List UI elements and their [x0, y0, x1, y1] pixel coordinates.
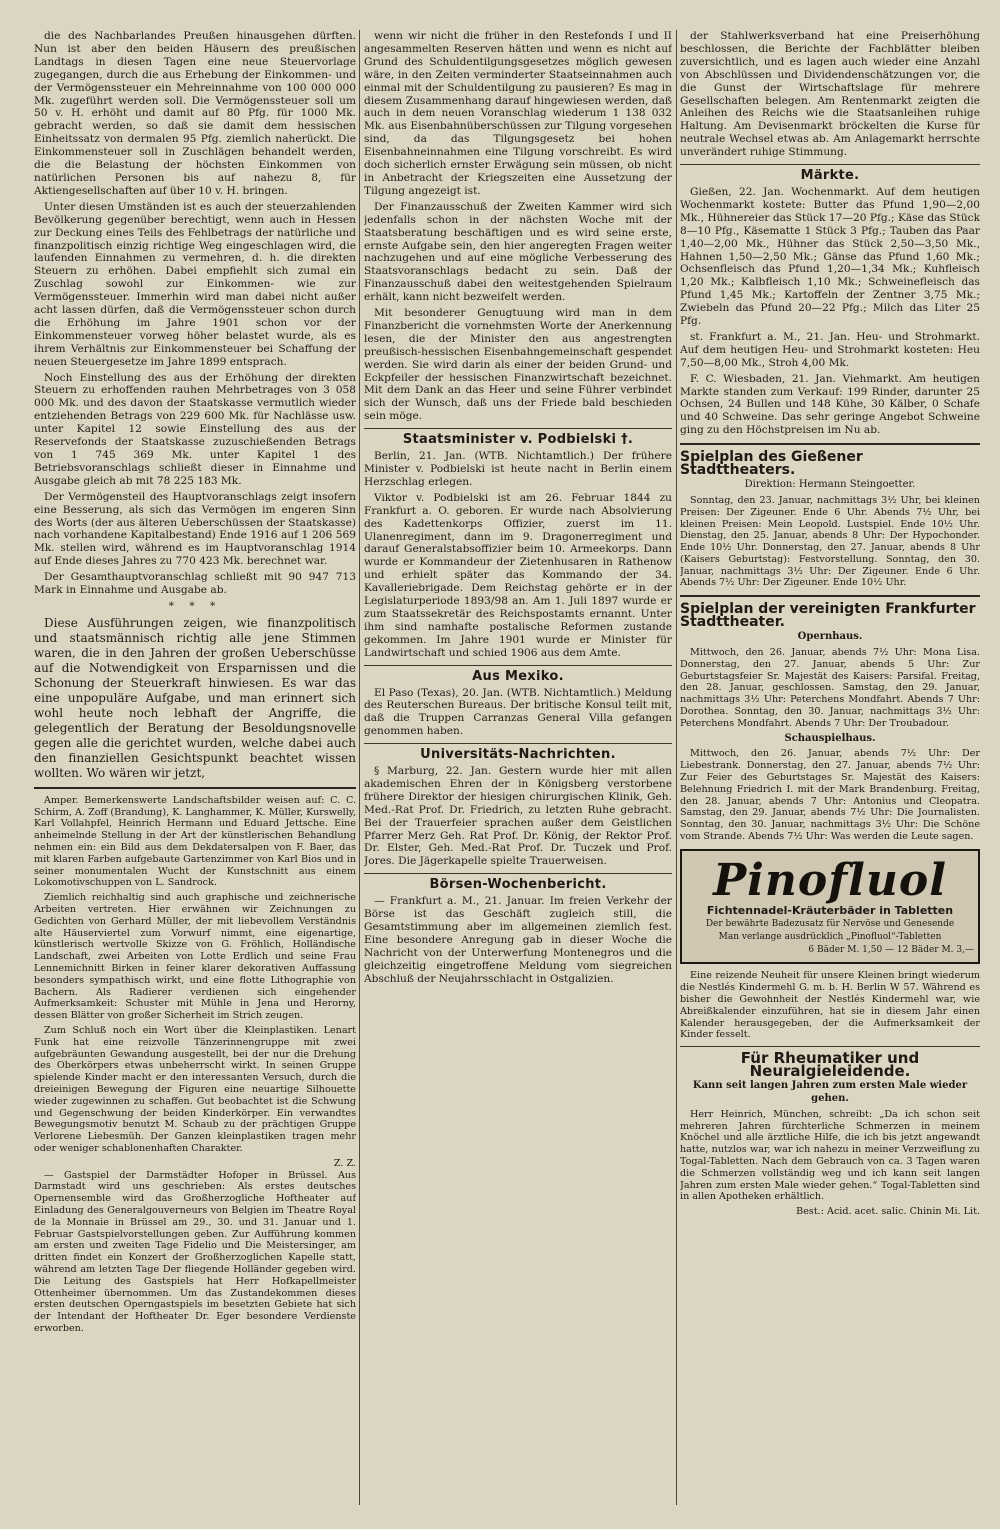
column-divider: [676, 30, 677, 1505]
section-rule: [680, 595, 980, 597]
section-rule: [34, 787, 356, 789]
ad-text: Man verlange ausdrücklich „Pinofluol“-Tabletten: [718, 931, 942, 942]
subheading: Schauspielhaus.: [784, 732, 876, 744]
paragraph: Unter diesen Umständen ist es auch der steuerzahlenden Bevölkerung gegenüber berechtigt, wenn auch in Hessen zur Deckung eines Teils des Fehlbetrags der natürliche und finanzpolitisch einzig richtige Weg eingeschlagen wird, die laufenden Einnahmen zu vermehren, d. h. die direkten Steuern zu erhöhen. Dabei empfiehlt sich zumal ein Zuschlag sowohl zur Einkommen- wie zur Vermögenssteuer. Immerhin wird man dabei nicht außer acht lassen dürfen, daß die Vermögenssteuer schon durch die Erhöhung im Jahre 1901 schon vor der Einkommensteuer vorweg höher belastet wurde, als es ihrem Verhältnis zur Einkommensteuer bei Schaffung der neuen Steuergesetze im Jahre 1899 entsprach.: [34, 200, 356, 368]
pinofluol-advertisement: [680, 849, 980, 965]
paragraph: Eine reizende Neuheit für unsere Kleinen bringt wiederum die Nestlés Kindermehl G. m. b. H. Berlin W 57. Während es bisher die Gewohnheit der Nestlés Kindermehl war, wie Abreißkalender einzuführen, hat sie in diesem Jahr einen Kalender herausgegeben, der die Aufmerksamkeit der Kinder fesselt.: [680, 970, 980, 1041]
paragraph: Mittwoch, den 26. Januar, abends 7½ Uhr: Der Liebestrank. Donnerstag, den 27. Januar, abends 7½ Uhr: Zur Feier des Geburtstages Sr. Majestät des Kaisers: Belehnung Friedrich I. mit der Mark Brandenburg. Freitag, den 28. Januar, abends 7 Uhr: Antonius und Cleopatra. Samstag, den 29. Januar, abends 7½ Uhr: Die Journalisten. Sonntag, den 30. Januar, nachmittags 3½ Uhr: Die Schöne vom Strande. Abends 7½ Uhr: Was werden die Leute sagen.: [680, 748, 980, 843]
headline-mexiko: Aus Mexiko.: [472, 668, 564, 684]
paragraph: Diese Ausführungen zeigen, wie finanzpolitisch und staatsmännisch richtig alle jene Stimmen waren, die in den Jahren der großen Ueberschüsse auf die Notwendigkeit von Ersparnissen und die Schonung der Steuerkraft hinwiesen. Es war das eine unpopuläre Aufgabe, und man erinnert sich wohl heute noch lebhaft der Angriffe, die gelegentlich der Beratung der Besoldungsnovelle gegen alle die gerichtet wurden, welche dabei auch den finanziellen Gesichtspunkt beachtet wissen wollten. Wo wären wir jetzt,: [34, 615, 356, 780]
paragraph: Der Vermögensteil des Hauptvoranschlags zeigt insofern eine Besserung, als sich das Vermögen im engeren Sinn des Worts (der aus älteren Ueberschüssen der Staatskasse) nach vorhandene Kapitalbestand) Ende 1916 auf 1 206 569 Mk. stellen wird, während es im Hauptvoranschlag 1914 auf Ende dieses Jahres zu 770 423 Mk. berechnet war.: [34, 490, 356, 568]
separator-stars: * * *: [168, 599, 222, 612]
paragraph: El Paso (Texas), 20. Jan. (WTB. Nichtamtlich.) Meldung des Reuterschen Bureaus. Der britische Konsul teilt mit, daß die Truppen Carranzas General Villa gefangen genommen haben.: [364, 686, 672, 738]
paragraph: wenn wir nicht die früher in den Restefonds I und II angesammelten Reserven hätten und wenn es nicht auf Grund des Schuldentilgungsgesetzes möglich gewesen wäre, in den Zeiten verminderter Staatseinnahmen auch einmal mit der Schuldentilgung zu pausieren? Es mag in diesem Zusammenhang darauf hingewiesen werden, daß auch in dem neuen Voranschlag wiederum 1 138 032 Mk. aus Eisenbahnüberschüssen zur Tilgung vorgesehen sind, da das Tilgungsgesetz bei hohen Eisenbahneinnahmen eine Tilgung vorschreibt. Es wird doch sicherlich ernster Erwägung sein müssen, ob nicht in Anbetracht der Kriegszeiten eine Aussetzung der Tilgung angezeigt ist.: [364, 30, 672, 197]
paragraph: der Stahlwerksverband hat eine Preiserhöhung beschlossen, die Berichte der Fachblätter bleiben zuversichtlich, und es lagen auch wieder eine Anzahl von Abschlüssen und Dividendenschätzungen vor, die die Gunst der Wirtschaftslage für mehrere Gesellschaften belegen. Am Rentenmarkt zeigten die Anleihen des Reichs wie die Staatsanleihen ruhige Haltung. Am Devisenmarkt bröckelten die Kurse für neutrale Wechsel etwas ab. Am Anlagemarkt herrschte unverändert ruhige Stimmung.: [680, 30, 980, 159]
subheading: Kann seit langen Jahren zum ersten Male wieder gehen.: [692, 1080, 968, 1104]
column-1: [34, 30, 356, 1510]
ad-text: Der bewährte Badezusatz für Nervöse und Genesende: [705, 918, 955, 929]
paragraph: Mittwoch, den 26. Januar, abends 7½ Uhr: Mona Lisa. Donnerstag, den 27. Januar, abends 5 Uhr: Zur Geburtstagsfeier Sr. Majestät des Kaisers: Parsifal. Freitag, den 28. Januar, geschlossen. Samstag, den 29. Januar, nachmittags 3½ Uhr: Peterchens Mondfahrt. Abends 7 Uhr: Dorothea. Sonntag, den 30. Januar, nachmittags 3½ Uhr: Peterchens Mondfahrt. Abends 7 Uhr: Der Troubadour.: [680, 647, 980, 729]
headline-giessen-theater: Spielplan des Gießener Stadttheaters.: [680, 449, 863, 479]
paragraph: Herr Heinrich, München, schreibt: „Da ich schon seit mehreren Jahren fürchterliche Schmerzen in meinem Knöchel und alle ärztliche Hilfe, die ich bis jetzt angewandt hatte, nutzlos war, war ich nahezu in meiner Verzweiflung zu Togal-Tabletten. Nach dem Gebrauch von ca. 3 Tagen waren die Schmerzen vollständig weg und ich kann seit langen Jahren zum ersten Male wieder gehen.“ Togal-Tabletten sind in allen Apotheken erhältlich.: [680, 1108, 980, 1203]
headline-frankfurt-theater: Spielplan der vereinigten Frankfurter Stadttheater.: [680, 601, 976, 631]
paragraph: Viktor v. Podbielski ist am 26. Februar 1844 zu Frankfurt a. O. geboren. Er wurde nach Absolvierung des Kadettenkorps Offizier, zuerst im 11. Ulanenregiment, dann im 9. Dragonerregiment und darauf Generalstabsoffizier beim 10. Armeekorps. Dann wurde er Kommandeur der Zietenhusaren in Rathenow und erhielt später das Kommando der 34. Kavalleriebrigade. Dem Reichstag gehörte er in der Legislaturperiode 1893/98 an. Am 1. Juli 1897 wurde er zum Staatssekretär des Reichspostamts ernannt. Unter ihm sind namhafte postalische Reformen zustande gekommen. Im Jahre 1901 wurde er Minister für Landwirtschaft und schied 1906 aus dem Amte.: [364, 491, 672, 659]
section-rule: [364, 428, 672, 429]
section-rule: [680, 1046, 980, 1047]
paragraph: Noch Einstellung des aus der Erhöhung der direkten Steuern zu erhoffenden rauhen Mehrbetrages von 3 058 000 Mk. und des davon der Staatskasse vermutlich wieder entziehenden Betrags von 229 600 Mk. für Nachlässe usw. unter Kapitel 12 sowie Einstellung des aus der Reservefonds der Staatskasse zuzuschießenden Betrags von 1 745 369 Mk. unter Kapitel 1 des Betriebsvoranschlags schließt dieser in Einnahme und Ausgabe gleich ab mit 78 225 183 Mk.: [34, 371, 356, 487]
headline-rheumatiker: Für Rheumatiker und Neuralgieleidende.: [740, 1049, 920, 1081]
paragraph: Mit besonderer Genugtuung wird man in dem Finanzbericht die vornehmsten Worte der Anerkennung lesen, die der Minister den aus angestrengten preußisch-hessischen Eisenbahngemeinschaft gespendet werden. Sie wird darin als einer der beiden Grund- und Eckpfeiler der hessischen Finanzwirtschaft bezeichnet. Mit dem Dank an das Heer und seine Führer verbindet sich der Wunsch, daß uns der Friede bald beschieden sein möge.: [364, 307, 672, 423]
headline-universitaet: Universitäts-Nachrichten.: [420, 747, 616, 763]
section-rule: [680, 443, 980, 445]
paragraph: Der Gesamthauptvoranschlag schließt mit 90 947 713 Mark in Einnahme und Ausgabe ab.: [34, 571, 356, 597]
paragraph: die des Nachbarlandes Preußen hinausgehen dürften. Nun ist aber den beiden Häusern des preußischen Landtags in diesen Tagen eine neue Steuervorlage zugegangen, durch die aus Erhebung der Einkommen- und der Vermögenssteuer ein Mehreinnahme von 100 000 000 Mk. zugeführt werden soll. Die Vermögenssteuer soll um 50 v. H. erhöht und damit auf 80 Pfg. für 1000 Mk. gebracht werden, so daß sie damit dem hessischen Einheitssatz von dermalen 95 Pfg. ziemlich naherückt. Die Einkommensteuer soll in Zuschlägen behandelt werden, die die Belastung der höchsten Einkommen von natürlichen Personen bis auf nahezu 8, für Aktiengesellschaften auf über 10 v. H. bringen.: [34, 30, 356, 197]
subheading: Opernhaus.: [797, 631, 863, 643]
paragraph: st. Frankfurt a. M., 21. Jan. Heu- und Strohmarkt. Auf dem heutigen Heu- und Strohmarkt kosteten: Heu 7,50—8,00 Mk., Stroh 4,00 Mk.: [680, 330, 980, 369]
column-3: [680, 30, 980, 1510]
column-divider: [359, 30, 360, 1505]
paragraph: Der Finanzausschuß der Zweiten Kammer wird sich jedenfalls schon in der nächsten Woche mit der Staatsberatung beschäftigen und es wird seine erste, ernste Aufgabe sein, den hier angeregten Fragen weiter nachzugehen und auf eine mögliche Verbesserung des Staatsvoranschlags bedacht zu sein. Daß der Finanzausschuß dabei den weitestgehenden Spielraum erhält, kann nicht bezweifelt werden.: [364, 200, 672, 304]
section-rule: [364, 665, 672, 666]
paragraph: — Gastspiel der Darmstädter Hofoper in Brüssel. Aus Darmstadt wird uns geschrieben: Als erstes deutsches Opernensemble wird das Großherzogliche Hoftheater auf Einladung des Generalgouverneurs von Belgien im Theatre Royal de la Monnaie in Brüssel am 29., 30. und 31. Januar und 1. Februar Gastspielvorstellungen geben. Zur Aufführung kommen am ersten und zweiten Tage Fidelio und Die Meistersinger, am dritten findet ein Konzert der Großherzoglichen Kapelle statt, während am letzten Tage Der fliegende Holländer gegeben wird. Die Leitung des Gastspiels hat Herr Hofkapellmeister Ottenheimer übernommen. Um das Zustandekommen dieses ersten deutschen Operngastspiels im besetzten Gebiete hat sich der Intendant der Hoftheater Dr. Eger besondere Verdienste erworben.: [34, 1169, 356, 1334]
pinofluol-logo: Pinofluol: [713, 854, 947, 906]
author-signature: Z. Z.: [333, 1157, 356, 1169]
headline-podbielski: Staatsminister v. Podbielski †.: [402, 432, 634, 448]
column-2: [364, 30, 672, 1510]
paragraph: Gießen, 22. Jan. Wochenmarkt. Auf dem heutigen Wochenmarkt kostete: Butter das Pfund 1,90—2,00 Mk., Hühnereier das Stück 17—20 Pfg.; Käse das Stück 8—10 Pfg., Käsematte 1 Stück 3 Pfg.; Tauben das Paar 1,40—2,00 Mk., Hühner das Stück 2,50—3,50 Mk., Hahnen 1,50—2,50 Mk.; Gänse das Pfund 1,60 Mk.; Ochsenfleisch das Pfund 1,20—1,34 Mk.; Kuhfleisch 1,20 Mk.; Kalbfleisch 1,10 Mk.; Schweinefleisch das Pfund 1,45 Mk.; Kartoffeln der Zentner 3,75 Mk.; Zwiebeln das Pfund 20—22 Pfg.; Milch das Liter 25 Pfg.: [680, 185, 980, 328]
ad-footnote: Best.: Acid. acet. salic. Chinin Mi. Lit.: [796, 1206, 980, 1218]
section-rule: [364, 873, 672, 874]
subheading: Direktion: Hermann Steingoetter.: [744, 479, 916, 490]
ad-price: 6 Bäder M. 1,50 — 12 Bäder M. 3,—: [808, 944, 974, 955]
paragraph: Ziemlich reichhaltig sind auch graphische und zeichnerische Arbeiten vertreten. Hier erwähnen wir Zeichnungen zu Gedichten von Gerhard Müller, der mit liebevollem Verständnis alte Häuserviertel zum Vorwurf nimmt, eine eigenartige, künstlerisch wertvolle Skizze von G. Fröhlich, Holländische Landschaft, zwei Arbeiten von Lotte Erdlich und seine Frau Lennemichnitt Birken in feiner klarer dekorativen Auffassung besonders sympathisch wirkt, und eine flotte Lithographie von Bachern. Als Radierer verdienen sich eingehender Aufmerksamkeit: Schuster mit Mühle in Jena und Herorny, dessen Blätter von großer Sicherheit im Strich zeugen.: [34, 892, 356, 1022]
ad-tagline: Fichtennadel-Kräuterbäder in Tabletten: [706, 903, 954, 917]
headline-maerkte: Märkte.: [800, 168, 860, 184]
paragraph: Berlin, 21. Jan. (WTB. Nichtamtlich.) Der frühere Minister v. Podbielski ist heute nacht in Berlin einem Herzschlag erlegen.: [364, 450, 672, 488]
paragraph: Zum Schluß noch ein Wort über die Kleinplastiken. Lenart Funk hat eine reizvolle Tänzerinnengruppe mit zwei aufgebräunten Gewandung ausgestellt, bei der nur die Drehung des Oberkörpers etwas unbeherrscht wirkt. In seinen Gruppe spielende Kinder macht er den interessanten Versuch, durch die dreieinigen Bewegung der Figuren eine neuartige Silhouette wieder zugewinnen zu schaffen. Gut beobachtet ist die Schwung und Gegenschwung der beiden Kinderkörper. Ein verwandtes Bewegungsmotiv benutzt M. Schaub zu der prächtigen Gruppe Verlorene Liebesmüh. Der Ganzen kleinplastiken tragen mehr oder weniger schablonenhaften Charakter.: [34, 1025, 356, 1154]
section-rule: [680, 164, 980, 165]
paragraph: Amper. Bemerkenswerte Landschaftsbilder weisen auf: C. C. Schirm, A. Zoff (Brandung), K. Langhammer, K. Müller, Kurswelly, Karl Vollahpfel, Heinrich Hermann und Eduard Jettsche. Eine anheimelnde Stellung in der Art der künstlerischen Behandlung nehmen ein: ein Bild aus dem Dekdatersalpen von F. Baer, das mit klaren Farben aufgebaute Gartenzimmer von Karl Bios und in seiner monumentalen Wucht der Kunstschnitt aus einem Lokomotivschuppen von L. Sandrock.: [34, 794, 356, 889]
headline-boerse: Börsen-Wochenbericht.: [429, 877, 607, 893]
paragraph: § Marburg, 22. Jan. Gestern wurde hier mit allen akademischen Ehren der in Königsberg verstorbene frühere Direktor der hiesigen chirurgischen Klinik, Geh. Med.-Rat Prof. Dr. Friedrich, zu letzten Ruhe gebracht. Bei der Trauerfeier sprachen außer dem Geistlichen Pfarrer Merz Geh. Rat Prof. Dr. König, der Rektor Prof. Dr. Elster, Geh. Med.-Rat Prof. Dr. Tuczek und Prof. Jores. Die Jägerkapelle spielte Trauerweisen.: [364, 765, 672, 868]
section-rule: [364, 743, 672, 744]
paragraph: — Frankfurt a. M., 21. Januar. Im freien Verkehr der Börse ist das Geschäft zugleich still, die Gesamtstimmung aber im allgemeinen ziemlich fest. Eine besondere Anregung gab in dieser Woche die Nachricht von der Unterwerfung Montenegros und die gleichzeitig eingetroffene Meldung vom siegreichen Abschluß der Neujahrsschlacht in Ostgalizien.: [364, 895, 672, 985]
paragraph: Sonntag, den 23. Januar, nachmittags 3½ Uhr, bei kleinen Preisen: Der Zigeuner. Ende 6 Uhr. Abends 7½ Uhr, bei kleinen Preisen: Mein Leopold. Lustspiel. Ende 10½ Uhr. Dienstag, den 25. Januar, abends 8 Uhr: Der Hypochonder. Ende 10½ Uhr. Donnerstag, den 27. Januar, abends 8 Uhr (Kaisers Geburtstag): Festvorstellung. Sonntag, den 30. Januar, nachmittags 3½ Uhr: Der Zigeuner. Ende 6 Uhr. Abends 7½ Uhr: Der Zigeuner. Ende 10½ Uhr.: [680, 494, 980, 589]
paragraph: F. C. Wiesbaden, 21. Jan. Viehmarkt. Am heutigen Markte standen zum Verkauf: 199 Rinder, darunter 25 Ochsen, 24 Bullen und 148 Kühe, 30 Kälber, 0 Schafe und 40 Schweine. Das sehr geringe Angebot Schweine ging zu den Höchstpreisen im Nu ab.: [680, 372, 980, 437]
